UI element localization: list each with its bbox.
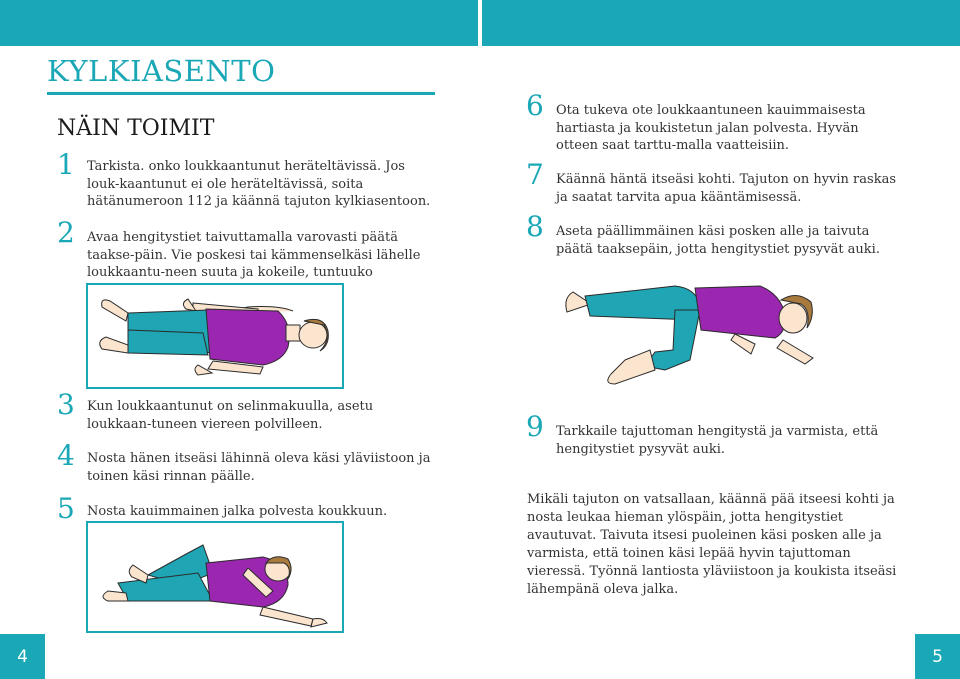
- step-number: 5: [57, 492, 75, 525]
- step-5: [57, 492, 447, 525]
- step-text: Aseta päällimmäinen käsi posken alle ja taivuta päätä taaksepäin, jotta hengitystiet pysyvät auki.: [556, 224, 880, 257]
- step-number: 4: [57, 439, 75, 472]
- step-text: Kun loukkaantunut on selinmakuulla, asetu loukkaan-tuneen viereen polvilleen.: [87, 399, 374, 432]
- prone-position-note: Mikäli tajuton on vatsallaan, käännä pää itseesi kohti ja nosta leukaa hieman ylöspäin, jotta hengitystiet avautuvat. Taivuta itsesi puoleinen käsi posken alle ja varmista, että toinen käsi lepää hyvin tajuttoman vieressä. Työnnä lantiosta yläviistoon ja koukista itseäsi lähempänä oleva jalka.: [527, 492, 897, 597]
- title-underline: [47, 92, 435, 95]
- step-number: 6: [526, 89, 544, 122]
- step-text: Tarkista. onko loukkaantunut heräteltävissä. Jos louk-kaantunut ei ole heräteltävissä, soita hätänumeroon 112 ja käännä tajuton kylkiasentoon.: [87, 159, 431, 209]
- page-number-left: 4: [0, 634, 45, 679]
- step-6: [526, 89, 926, 155]
- step-3: [57, 388, 447, 433]
- step-9: [526, 410, 926, 458]
- figure-back-position: [86, 283, 344, 389]
- step-text: Ota tukeva ote loukkaantuneen kauimmaisesta hartiasta ja koukistetun jalan polvesta. Hyvän otteen saat tarttu-malla vaatteisiin.: [556, 103, 866, 153]
- step-number: 2: [57, 216, 75, 249]
- top-bar-right: [482, 0, 960, 46]
- figure-knee-bent: [86, 521, 344, 633]
- top-bar-left: [0, 0, 478, 46]
- step-4: [57, 439, 447, 485]
- person-knee-bent-illustration: [88, 523, 342, 631]
- step-number: 7: [526, 158, 544, 191]
- page-number-right: 5: [915, 634, 960, 679]
- step-1: [57, 148, 447, 211]
- figure-recovery-position: [555, 280, 835, 390]
- step-number: 9: [526, 410, 544, 443]
- step-8: [526, 210, 926, 258]
- step-text: Avaa hengitystiet taivuttamalla varovasti päätä taakse-päin. Vie poskesi tai kämmenselkäsi lähelle loukkaantu-neen suuta ja kokeile, tuntuuko: [87, 230, 421, 280]
- section-subtitle: NÄIN TOIMIT: [57, 116, 215, 141]
- step-number: 1: [57, 148, 75, 181]
- step-text: Nosta kauimmainen jalka polvesta koukkuun.: [87, 504, 388, 519]
- step-text: Tarkkaile tajuttoman hengitystä ja varmista, että hengitystiet pysyvät auki.: [556, 424, 879, 457]
- step-7: [526, 158, 926, 206]
- step-number: 3: [57, 388, 75, 421]
- step-text: Nosta hänen itseäsi lähinnä oleva käsi yläviistoon ja toinen käsi rinnan päälle.: [87, 451, 431, 484]
- step-text: Käännä häntä itseäsi kohti. Tajuton on hyvin raskas ja saatat tarvita apua kääntämisessä.: [556, 172, 896, 205]
- person-lying-on-back-illustration: [88, 285, 342, 387]
- step-number: 8: [526, 210, 544, 243]
- person-recovery-position-illustration: [555, 280, 835, 390]
- page-title: KYLKIASENTO: [47, 54, 276, 88]
